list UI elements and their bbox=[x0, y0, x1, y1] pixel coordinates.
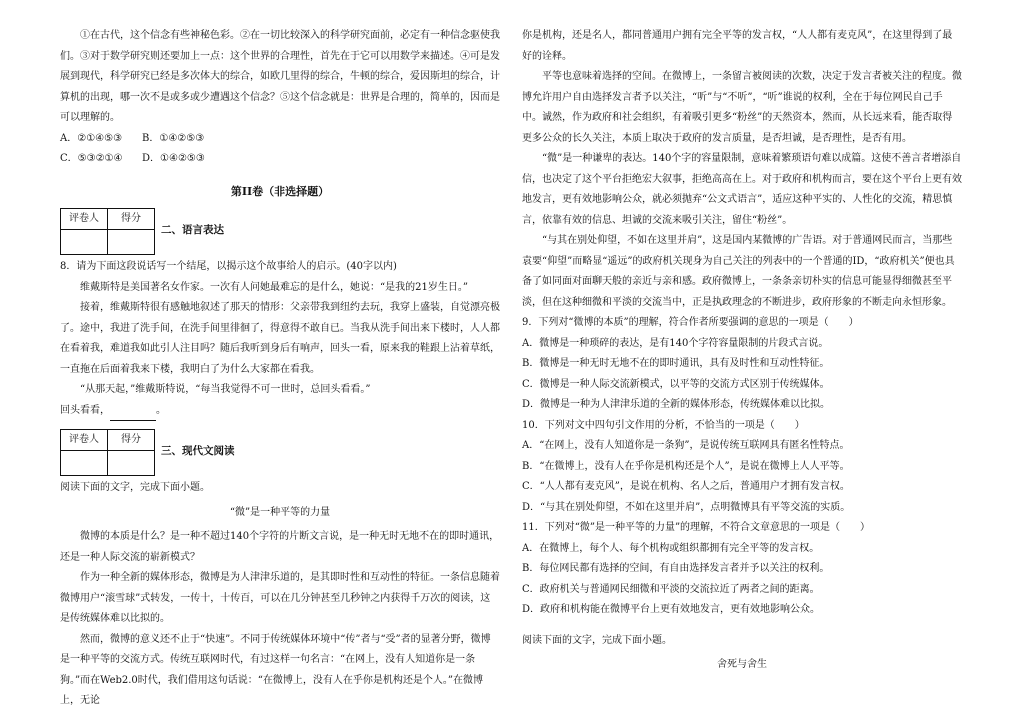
next-article-title: 舍死与舍生 bbox=[717, 659, 767, 670]
q10-stem: 10．下列对文中四句引文作用的分析，不恰当的一项是（ ） bbox=[522, 419, 805, 431]
article-title: “微”是一种平等的力量 bbox=[229, 506, 331, 518]
q7-option-a[interactable]: A．②①④⑤③ bbox=[60, 132, 123, 144]
reading-intro-2: 阅读下面的文字，完成下面小题。 bbox=[522, 634, 672, 646]
q7-options-row-2 bbox=[60, 149, 500, 170]
article-paragraph-3: 然而，微博的意义还不止于“快速”。不同于传统媒体环境中“传”者与“受”者的显著分野，微博是一种平等的交流方式。传统互联网时代，有过这样一句名言：“在网上，没有人知道你是一条狗。”而在Web2.0时代，我们借用这句话说：“在微博上，没有人在乎你是机构还是个人。”在微博上，无论 bbox=[60, 633, 491, 706]
q7-options-row-1 bbox=[60, 129, 500, 150]
left-column bbox=[60, 26, 500, 712]
score-cell[interactable] bbox=[108, 230, 155, 255]
grader-header: 评卷人 bbox=[61, 430, 108, 451]
q10-option-b[interactable]: B．“在微博上，没有人在乎你是机构还是个人”，是说在微博上人人平等。 bbox=[522, 460, 850, 472]
q11-option-d[interactable]: D．政府和机构能在微博平台上更有效地发言，更有效地影响公众。 bbox=[522, 604, 821, 615]
q10-option-d[interactable]: D．“与其在别处仰望，不如在这里并肩”，点明微博具有平等交流的实质。 bbox=[522, 501, 851, 513]
q8-paragraph-3: “从那天起，”维戴斯特说，“每当我觉得不可一世时，总回头看看。” bbox=[80, 384, 371, 395]
reading-intro: 阅读下面的文字，完成下面小题。 bbox=[60, 482, 210, 493]
score-header: 得分 bbox=[108, 430, 155, 451]
grader-cell[interactable] bbox=[61, 451, 108, 476]
q11-stem: 11．下列对“微”是一种平等的力量”的理解，不符合文章意思的一项是（ ） bbox=[522, 522, 871, 533]
score-box-part3 bbox=[60, 429, 500, 476]
score-cell[interactable] bbox=[108, 451, 155, 476]
right-column bbox=[522, 26, 962, 680]
q8-paragraph-1: 维戴斯特是美国著名女作家。一次有人问她最难忘的是什么，她说：“是我的21岁生日。” bbox=[80, 281, 468, 293]
part2-label: 二、语言表达 bbox=[161, 224, 224, 236]
q8-answer-blank[interactable] bbox=[110, 408, 156, 421]
grader-header: 评卷人 bbox=[61, 209, 108, 230]
q10-option-c[interactable]: C．“人人都有麦克风”，是说在机构、名人之后，普通用户才拥有发言权。 bbox=[522, 481, 850, 492]
section-title: 第II卷（非选择题） bbox=[230, 184, 330, 198]
q9-option-a[interactable]: A．微博是一种琐碎的表达，是有140个字符容量限制的片段式言说。 bbox=[522, 337, 829, 349]
score-header: 得分 bbox=[108, 209, 155, 230]
score-table bbox=[60, 429, 155, 476]
q7-option-b[interactable]: B．①④②⑤③ bbox=[142, 132, 205, 144]
q8-answer-line: 回头看看， 。 bbox=[60, 401, 500, 422]
article-paragraph-6: “与其在别处仰望，不如在这里并肩”，这是国内某微博的广告语。对于普通网民而言，当那些袁要“仰望”而略显“遥远”的政府机关现身为自己关注的列表中的一个普通的ID，“政府机关”便也具备了如同面对面聊天般的亲近与亲和感。政府微博上，一条条亲切朴实的信息可能显得细微甚至平淡，但在这种细微和平淡的交流当中，正是执政理念的不断进步，政府形象的不断走向永恒形象。 bbox=[522, 235, 955, 308]
article-paragraph-5: “微”是一种谦卑的表达。140个字的容量限制，意味着繁琐语句难以成篇。这使不善言者增添自信，也决定了这个平台拒绝宏大叙事，拒绝高高在上。对于政府和机构而言，要在这个平台上更有效地发言，更有效地影响公众，就必须抛弃“公文式语言”，适应这种平实的、人性化的交流，精思慎言，依靠有效的信息、坦诚的交流来吸引关注，留住“粉丝”。 bbox=[522, 153, 962, 226]
article-paragraph-1: 微博的本质是什么？是一种不超过140个字符的片断文言说，是一种无时无地不在的即时通讯，还是一种人际交流的崭新模式？ bbox=[60, 531, 500, 563]
part3-label: 三、现代文阅读 bbox=[161, 445, 235, 457]
q9-option-d[interactable]: D．微博是一种为人津津乐道的全新的媒体形态，传统媒体难以比拟。 bbox=[522, 399, 831, 410]
article-paragraph-2: 作为一种全新的媒体形态，微博是为人津津乐道的，是其即时性和互动性的特征。一条信息随着微博用户“滚雪球”式转发，一传十，十传百，可以在几分钟甚至几秒钟之内获得千万次的阅读，这是传统媒体难以比拟的。 bbox=[60, 572, 500, 624]
q7-option-d[interactable]: D．①④②⑤③ bbox=[142, 153, 205, 164]
score-box-part2 bbox=[60, 208, 500, 255]
score-table bbox=[60, 208, 155, 255]
q11-option-b[interactable]: B．每位网民都有选择的空间，有自由选择发言者并予以关注的权利。 bbox=[522, 563, 830, 574]
q11-option-a[interactable]: A．在微博上，每个人、每个机构或组织都拥有完全平等的发言权。 bbox=[522, 542, 820, 554]
article-paragraph-4: 平等也意味着选择的空间。在微博上，一条留言被阅读的次数，决定于发言者被关注的程度。微博允许用户自由选择发言者予以关注，“听”与“不听”，“听”谁说的权利，全在于每位网民自己手中。诚然，作为政府和社会组织，有着吸引更多“粉丝”的天然资本，然而，从长远来看，能否取得更多公众的长久关注，本质上取决于政府的发言质量，是否坦诚，是否理性，是否有用。 bbox=[522, 71, 962, 144]
q8-paragraph-2: 接着，维戴斯特很有感触地叙述了那天的情形：父亲带我到纽约去玩，我穿上盛装，自觉漂亮极了。途中，我进了洗手间，在洗手间里徘徊了，得意得不敢自已。当我从洗手间出来下楼时，人人都在看着我，难道我如此引人注目吗？随后我听到身后有响声，回头一看，原来我的鞋跟上沾着草纸，一直拖在后面着我来下楼，我明白了为什么大家都在看我。 bbox=[60, 302, 500, 375]
q7-text: ①在古代，这个信念有些神秘色彩。②在一切比较深入的科学研究面前，必定有一种信念驱使我们。③对于数学研究则还要加上一点：这个世界的合理性，首先在于它可以用数学来描述。④可是发展到现代，科学研究已经是多次体大的综合，如欧几里得的综合，牛顿的综合，爱因斯坦的综合，计算机的出现，哪一次不是或多或少遭遇这个信念？⑤这个信念就是：世界是合理的，简单的，因而是可以理解的。 bbox=[60, 30, 500, 123]
grader-cell[interactable] bbox=[61, 230, 108, 255]
q11-option-c[interactable]: C．政府机关与普通网民细微和平淡的交流拉近了两者之间的距离。 bbox=[522, 583, 820, 595]
q8-prompt: 8．请为下面这段说话写一个结尾，以揭示这个故事给人的启示。(40字以内) bbox=[60, 261, 397, 272]
q9-option-c[interactable]: C．微博是一种人际交流新模式，以平等的交流方式区别于传统媒体。 bbox=[522, 378, 830, 390]
article-paragraph-3-cont: 你是机构，还是名人，都同普通用户拥有完全平等的发言权，“人人都有麦克风”，在这里得到了最好的诠释。 bbox=[522, 30, 953, 62]
q9-stem: 9．下列对“微博的本质”的理解，符合作者所要强调的意思的一项是（ ） bbox=[522, 317, 859, 328]
q10-option-a[interactable]: A．“在网上，没有人知道你是一条狗”，是说传统互联网具有匿名性特点。 bbox=[522, 440, 850, 451]
q7-option-c[interactable]: C．⑤③②①④ bbox=[60, 153, 123, 164]
q9-option-b[interactable]: B．微博是一种无时无地不在的即时通讯，具有及时性和互动性特征。 bbox=[522, 358, 830, 369]
